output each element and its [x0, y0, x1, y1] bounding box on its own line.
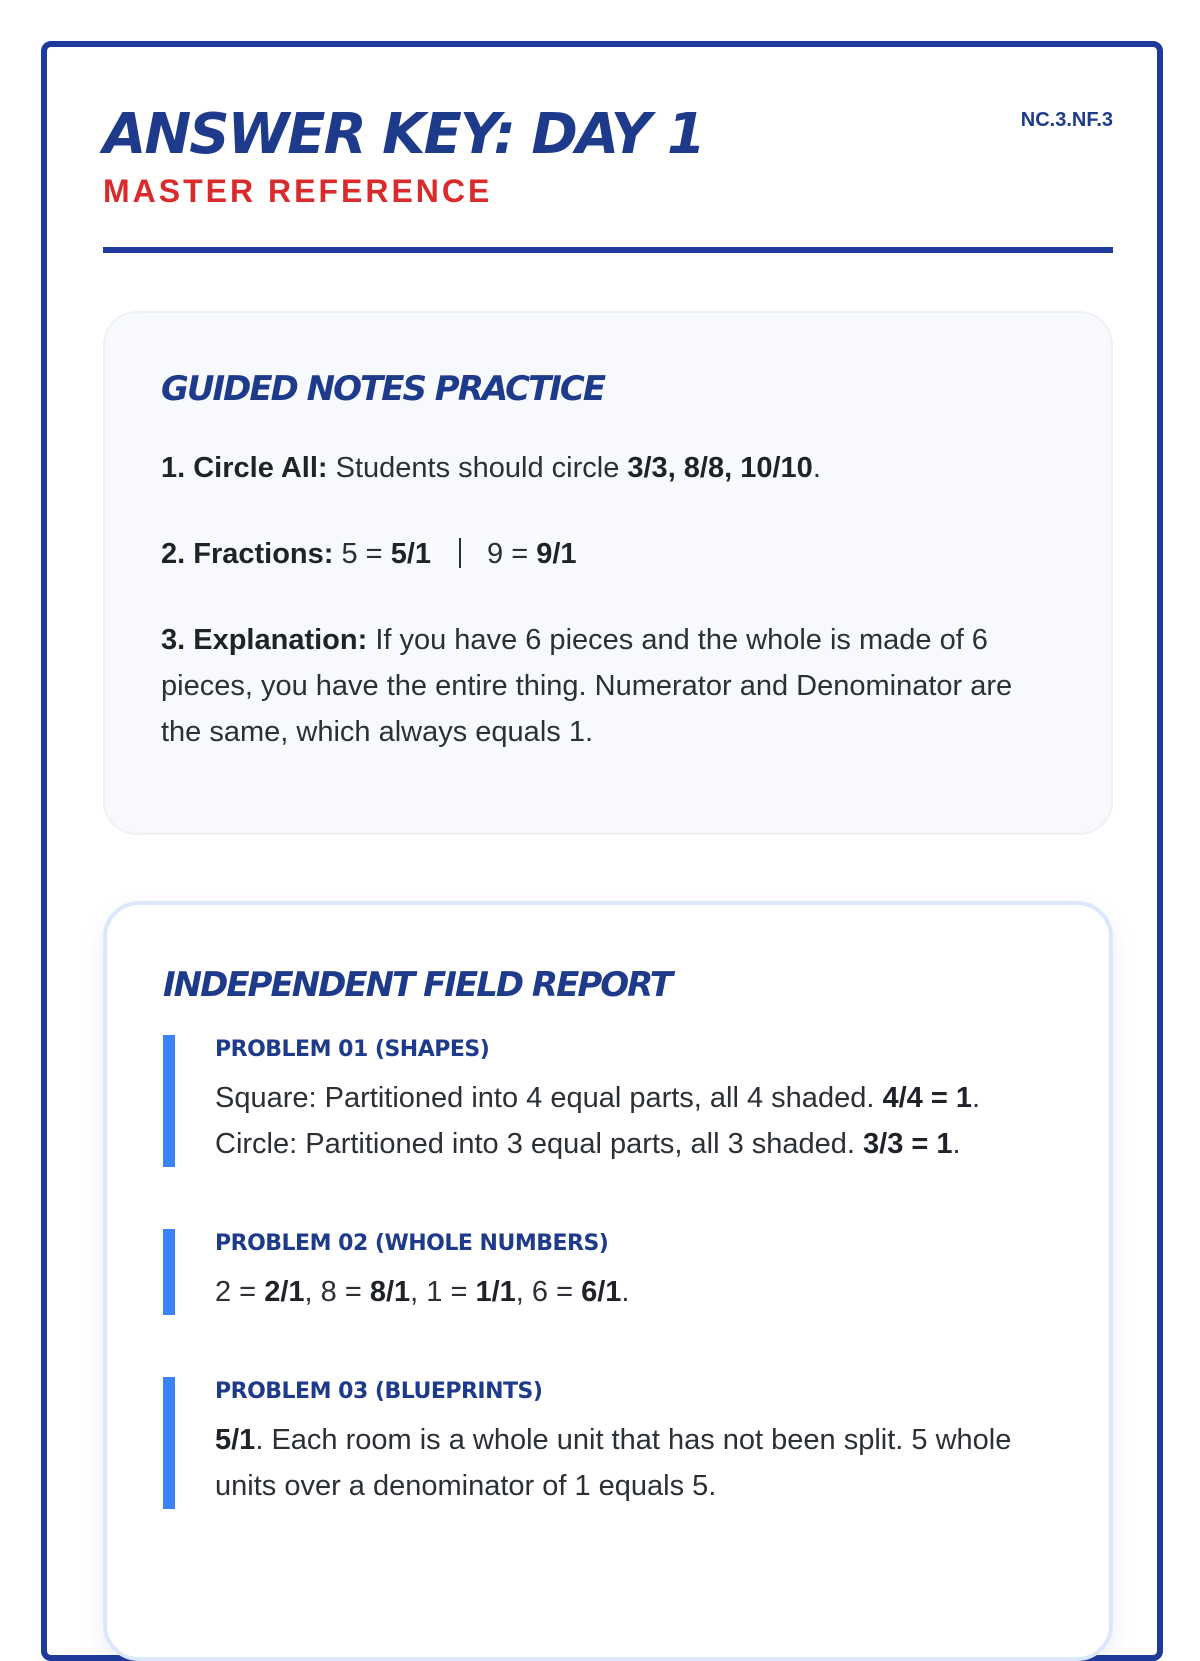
- item-label: 3. Explanation:: [161, 624, 368, 656]
- problem-answer: 5/1: [215, 1424, 256, 1456]
- item-answer: 3/3, 8/8, 10/10: [627, 452, 813, 484]
- problem-02: [163, 1229, 1053, 1315]
- header-divider: [103, 247, 1113, 253]
- problem-answer: 4/4 = 1: [882, 1082, 972, 1114]
- problem-answer: 8/1: [369, 1276, 411, 1308]
- guided-notes-card: [103, 311, 1113, 835]
- problem-answer: 2/1: [264, 1276, 305, 1308]
- independent-report-title: INDEPENDENT FIELD REPORT: [163, 965, 671, 1005]
- problem-answer: 3/3 = 1: [863, 1128, 953, 1160]
- problem-text: [215, 1417, 1053, 1509]
- guided-item-1: [161, 445, 1055, 491]
- problem-line: , 6 =: [515, 1276, 582, 1308]
- answer-key-sheet: [41, 41, 1163, 1661]
- separator: [459, 538, 461, 568]
- standard-code: NC.3.NF.3: [1020, 109, 1113, 131]
- item-label: 1. Circle All:: [161, 452, 328, 484]
- problem-line: Square: Partitioned into 4 equal parts, all 4 shaded.: [215, 1082, 883, 1114]
- item-text: 5 =: [333, 538, 391, 570]
- item-answer: 9/1: [536, 538, 577, 570]
- header: [103, 103, 1113, 210]
- item-text: If you have 6 pieces and the whole is made of 6 pieces, you have the entire thing. Numerator and Denominator are the same, which always equals 1.: [161, 624, 1013, 748]
- problem-text: Square: Partitioned into 4 equal parts, all 4 shaded. 4/4 = 1. Circle: Partitioned into 3 equal parts, all 3 shaded. 3/3 = 1.: [215, 1082, 981, 1160]
- item-text: 9 =: [487, 538, 537, 570]
- problem-answer: 6/1: [581, 1276, 622, 1308]
- guided-item-3: [161, 617, 1055, 755]
- problem-answer: 1/1: [475, 1276, 516, 1308]
- guided-item-2: [161, 531, 1055, 577]
- page-subtitle: MASTER REFERENCE: [103, 173, 493, 209]
- page-title: ANSWER KEY: DAY 1: [103, 102, 704, 167]
- problem-line: Circle: Partitioned into 3 equal parts, all 3 shaded.: [215, 1128, 864, 1160]
- problem-01: [163, 1035, 1053, 1167]
- problem-line: . Each room is a whole unit that has not been split. 5 whole units over a denominator of 1 equals 5.: [215, 1424, 1012, 1502]
- problem-line: , 1 =: [410, 1276, 476, 1308]
- problem-label: PROBLEM 02 (WHOLE NUMBERS): [215, 1231, 609, 1256]
- guided-notes-title: GUIDED NOTES PRACTICE: [161, 369, 605, 409]
- problem-line: , 8 =: [304, 1276, 370, 1308]
- item-label: 2. Fractions:: [161, 538, 334, 570]
- problem-03: [163, 1377, 1053, 1509]
- problem-label: PROBLEM 03 (BLUEPRINTS): [215, 1379, 543, 1404]
- problem-text: 2 = 2/1, 8 = 8/1, 1 = 1/1, 6 = 6/1.: [215, 1276, 630, 1308]
- item-answer: 5/1: [390, 538, 432, 570]
- problem-line: 2 =: [215, 1276, 265, 1308]
- problem-label: PROBLEM 01 (SHAPES): [215, 1037, 490, 1062]
- item-text: Students should circle: [327, 452, 628, 484]
- independent-report-card: [103, 901, 1113, 1661]
- item-punct: .: [812, 452, 821, 484]
